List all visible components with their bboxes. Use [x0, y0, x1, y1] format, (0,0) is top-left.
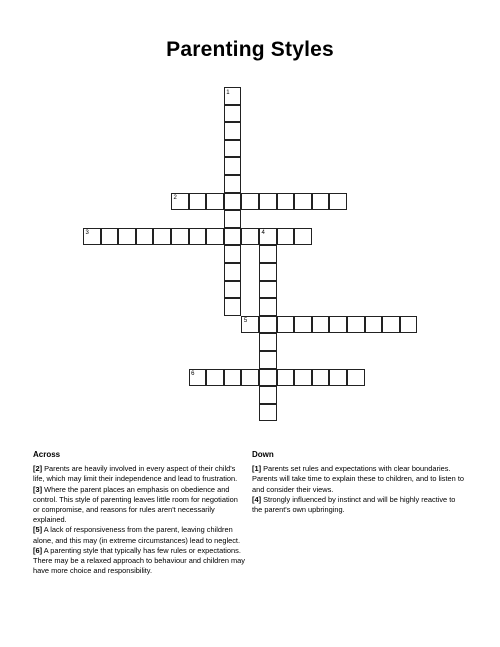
grid-cell[interactable] [224, 281, 242, 299]
clue-down-1 [252, 464, 464, 495]
clue-text: A parenting style that typically has few rules or expectations. There may be a relaxed approach to behaviour and children may have more choice and responsibility. [33, 545, 245, 576]
grid-cell[interactable] [206, 228, 224, 246]
grid-cell[interactable] [329, 369, 347, 387]
grid-cell[interactable] [294, 228, 312, 246]
grid-cell[interactable] [259, 369, 277, 387]
grid-cell[interactable] [277, 228, 295, 246]
clue-number: [2] [33, 464, 43, 474]
grid-cell[interactable] [224, 245, 242, 263]
grid-cell[interactable] [329, 316, 347, 334]
grid-number: 3 [85, 230, 89, 237]
grid-cell[interactable] [224, 140, 242, 158]
grid-cell[interactable] [259, 404, 277, 422]
grid-cell[interactable] [329, 193, 347, 211]
grid-cell[interactable] [224, 193, 242, 211]
grid-cell[interactable] [171, 228, 189, 246]
grid-cell[interactable] [259, 281, 277, 299]
grid-cell[interactable] [136, 228, 154, 246]
clue-text: Parents are heavily involved in every aspect of their child's life, which may limit their independence and lead to frustration. [33, 464, 238, 484]
grid-cell[interactable] [382, 316, 400, 334]
grid-cell[interactable] [189, 228, 207, 246]
grid-cell[interactable] [312, 193, 330, 211]
grid-cell[interactable] [83, 228, 101, 246]
down-clues [252, 450, 464, 515]
grid-cell[interactable] [312, 369, 330, 387]
grid-cell[interactable] [224, 175, 242, 193]
clue-down-4 [252, 495, 464, 515]
grid-cell[interactable] [224, 263, 242, 281]
clue-number: [4] [252, 494, 262, 504]
grid-cell[interactable] [224, 157, 242, 175]
clue-text: A lack of responsiveness from the parent, leaving children alone, and this may (in extreme circumstances) lead to neglect. [33, 525, 241, 545]
clue-number: [5] [33, 525, 43, 535]
clue-text: Parents set rules and expectations with clear boundaries. Parents will take time to explain these to children, and to listen to and consider their views. [252, 464, 464, 494]
grid-cell[interactable] [347, 369, 365, 387]
grid-cell[interactable] [241, 228, 259, 246]
grid-cell[interactable] [224, 298, 242, 316]
grid-cell[interactable] [206, 369, 224, 387]
across-clues [33, 450, 245, 576]
clue-across-2 [33, 464, 245, 484]
grid-cell[interactable] [224, 105, 242, 123]
grid-cell[interactable] [259, 193, 277, 211]
grid-cell[interactable] [294, 369, 312, 387]
grid-cell[interactable] [118, 228, 136, 246]
grid-cell[interactable] [365, 316, 383, 334]
grid-cell[interactable] [259, 245, 277, 263]
grid-cell[interactable] [241, 369, 259, 387]
grid-cell[interactable] [259, 263, 277, 281]
grid-number: 2 [173, 195, 177, 202]
grid-cell[interactable] [312, 316, 330, 334]
grid-cell[interactable] [224, 87, 242, 105]
clue-number: [3] [33, 484, 43, 494]
page-title: Parenting Styles [166, 38, 334, 61]
grid-cell[interactable] [241, 193, 259, 211]
grid-cell[interactable] [277, 193, 295, 211]
grid-cell[interactable] [259, 298, 277, 316]
grid-cell[interactable] [101, 228, 119, 246]
grid-cell[interactable] [241, 316, 259, 334]
grid-cell[interactable] [189, 193, 207, 211]
grid-number: 6 [191, 371, 195, 378]
clue-across-5 [33, 525, 245, 545]
grid-cell[interactable] [189, 369, 207, 387]
grid-cell[interactable] [153, 228, 171, 246]
grid-number: 1 [226, 89, 230, 96]
clue-across-6 [33, 546, 245, 577]
clue-number: [1] [252, 464, 262, 474]
clue-number: [6] [33, 545, 43, 555]
grid-number: 4 [261, 230, 265, 237]
grid-cell[interactable] [224, 122, 242, 140]
grid-cell[interactable] [347, 316, 365, 334]
clue-text: Where the parent places an emphasis on obedience and control. This style of parenting leaves little room for negotiation or compromise, and reasons for rules aren't necessarily explained. [33, 484, 238, 525]
grid-cell[interactable] [206, 193, 224, 211]
grid-cell[interactable] [277, 316, 295, 334]
clue-text: Strongly influenced by instinct and will be highly reactive to the parent's own upbringing. [252, 494, 456, 515]
across-heading: Across [33, 450, 61, 459]
grid-cell[interactable] [294, 193, 312, 211]
grid-cell[interactable] [224, 210, 242, 228]
grid-cell[interactable] [400, 316, 418, 334]
grid-cell[interactable] [224, 369, 242, 387]
grid-cell[interactable] [259, 316, 277, 334]
grid-cell[interactable] [171, 193, 189, 211]
grid-number: 5 [243, 318, 248, 325]
grid-cell[interactable] [277, 369, 295, 387]
grid-cell[interactable] [259, 228, 277, 246]
grid-cell[interactable] [259, 333, 277, 351]
grid-cell[interactable] [259, 351, 277, 369]
grid-cell[interactable] [294, 316, 312, 334]
grid-cell[interactable] [259, 386, 277, 404]
down-heading: Down [252, 450, 274, 459]
clue-across-3 [33, 485, 245, 526]
grid-cell[interactable] [224, 228, 242, 246]
